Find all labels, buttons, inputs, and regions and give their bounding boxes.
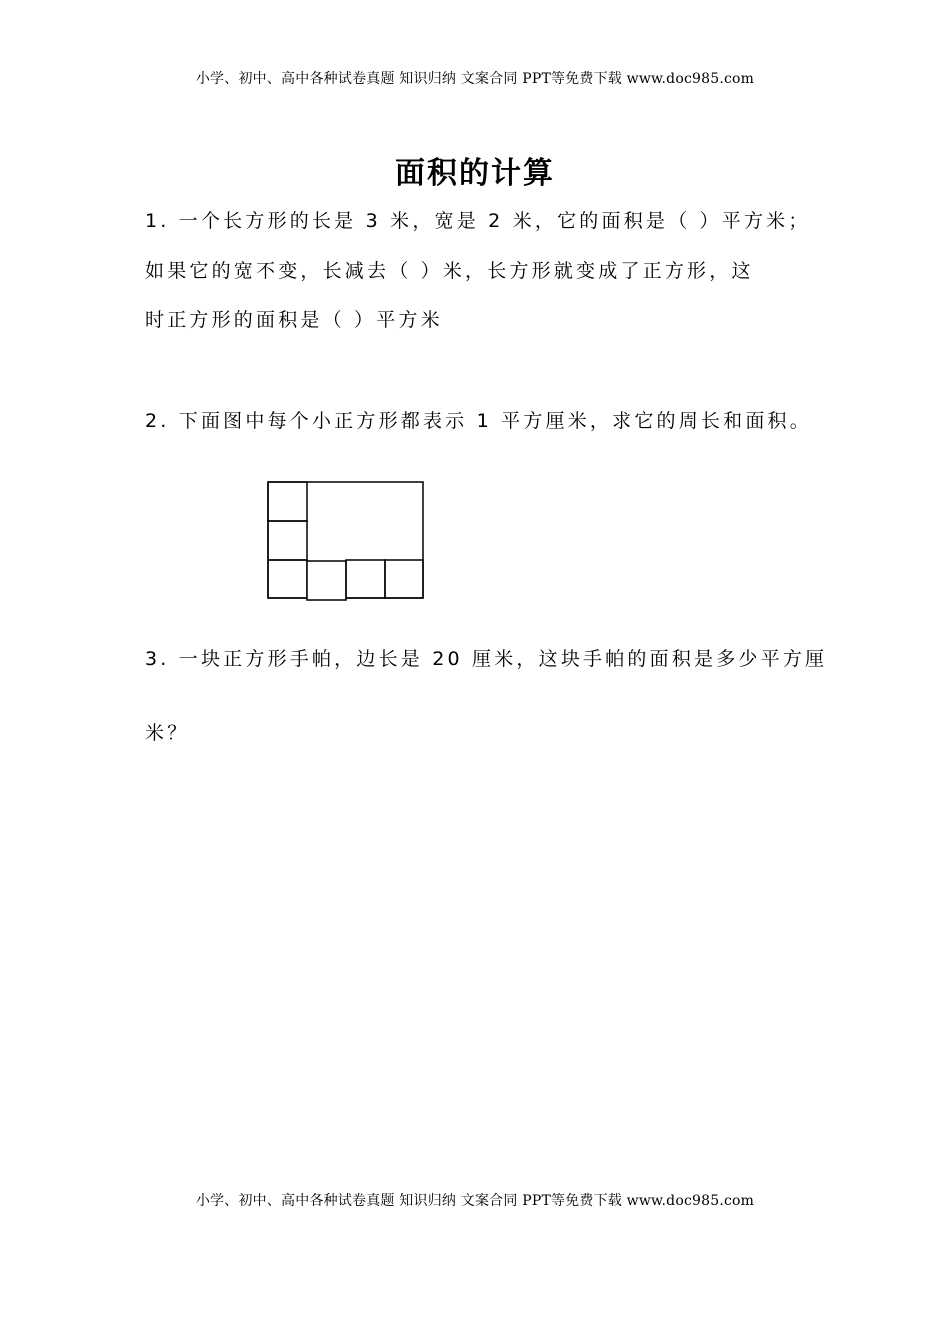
question-1-line-2: 如果它的宽不变，长减去（ ）米，长方形就变成了正方形，这: [145, 260, 754, 282]
grid-figure: [266, 480, 428, 602]
figure-unit-square: [268, 560, 307, 598]
figure-unit-square: [268, 521, 307, 560]
page-title: 面积的计算: [395, 156, 555, 191]
page-footer: 小学、初中、高中各种试卷真题 知识归纳 文案合同 PPT等免费下载 www.doc985.com: [195, 1193, 755, 1209]
question-3-line-1: 3. 一块正方形手帕，边长是 20 厘米，这块手帕的面积是多少平方厘: [145, 648, 828, 670]
question-2-line-1: 2. 下面图中每个小正方形都表示 1 平方厘米，求它的周长和面积。: [145, 410, 812, 432]
figure-unit-square: [385, 560, 423, 598]
page-header: 小学、初中、高中各种试卷真题 知识归纳 文案合同 PPT等免费下载 www.doc985.com: [195, 71, 755, 87]
question-1-line-1: 1. 一个长方形的长是 3 米，宽是 2 米，它的面积是（ ）平方米；: [145, 210, 811, 232]
figure-unit-square: [268, 482, 307, 521]
question-1-line-3: 时正方形的面积是（ ）平方米: [145, 309, 443, 331]
figure-unit-square: [307, 561, 346, 600]
figure-unit-square: [346, 560, 385, 598]
question-3-line-2: 米？: [145, 722, 190, 744]
